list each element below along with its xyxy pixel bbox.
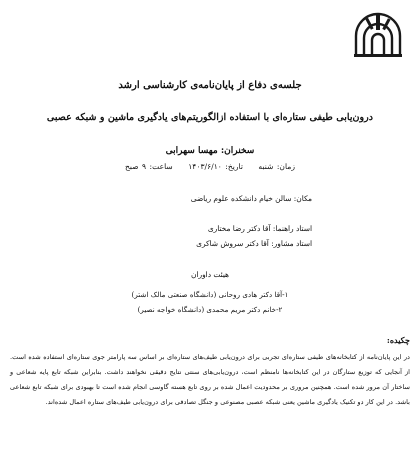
session-day: زمان: شنبه	[258, 162, 296, 171]
defense-heading: جلسه‌ی دفاع از پایان‌نامه‌ی کارشناسی ارشد	[118, 80, 302, 91]
speaker-name: سخنران: مهسا سهرابی	[165, 146, 255, 156]
session-info	[0, 162, 420, 171]
session-date: تاریخ: ۱۴۰۳/۶/۱۰	[188, 162, 243, 171]
judges-title: هیئت داوران	[191, 270, 229, 279]
judge-item: ۲-خانم دکتر مریم محمدی (دانشگاه خواجه نصیر)	[137, 305, 283, 314]
thesis-title: درون‌یابی طیفی ستاره‌ای با استفاده ازالگوریتم‌های یادگیری ماشین و شبکه عصبی	[46, 112, 374, 123]
session-hour: ساعت: ۹ صبح	[124, 162, 173, 171]
abstract-heading: چکیده:	[386, 335, 410, 345]
venue: مکان: سالن خیام دانشکده علوم ریاضی	[190, 194, 312, 203]
university-emblem-icon	[350, 10, 406, 60]
supervisor: استاد راهنما: آقا دکتر رضا مختاری	[207, 224, 312, 233]
abstract-text: در این پایان‌نامه از کتابخانه‌های طیفی ستاره‌ای تجربی برای درون‌یابی طیف‌های ستاره‌ای بر اساس سه پارامتر جوی ستاره‌ای استفاده شده است. از آنجایی که توزیع ستارگان در این کتابخانه‌ها نامنظم است، درون‌یابی‌های سنتی نتایج دقیقی نخواهند داشت. بنابراین شبکه تابع پایه شعاعی و ساختار آن مرور شده است. همچنین مروری بر محدودیت اعمال شده بر روی تابع هسته گاوسی انجام شده است تا بهبودی برای شبکه تابع شعاعی باشد. در این کار دو تکنیک یادگیری ماشین یعنی شبکه عصبی مصنوعی و جنگل تصادفی برای درون‌یابی طیف‌های ستاره اعمال شده‌اند.	[10, 353, 410, 406]
advisor: استاد مشاور: آقا دکتر سروش شاکری	[196, 239, 312, 248]
judge-item: ۱-آقا دکتر هادی روحانی (دانشگاه صنعتی مالک اشتر)	[131, 290, 289, 299]
